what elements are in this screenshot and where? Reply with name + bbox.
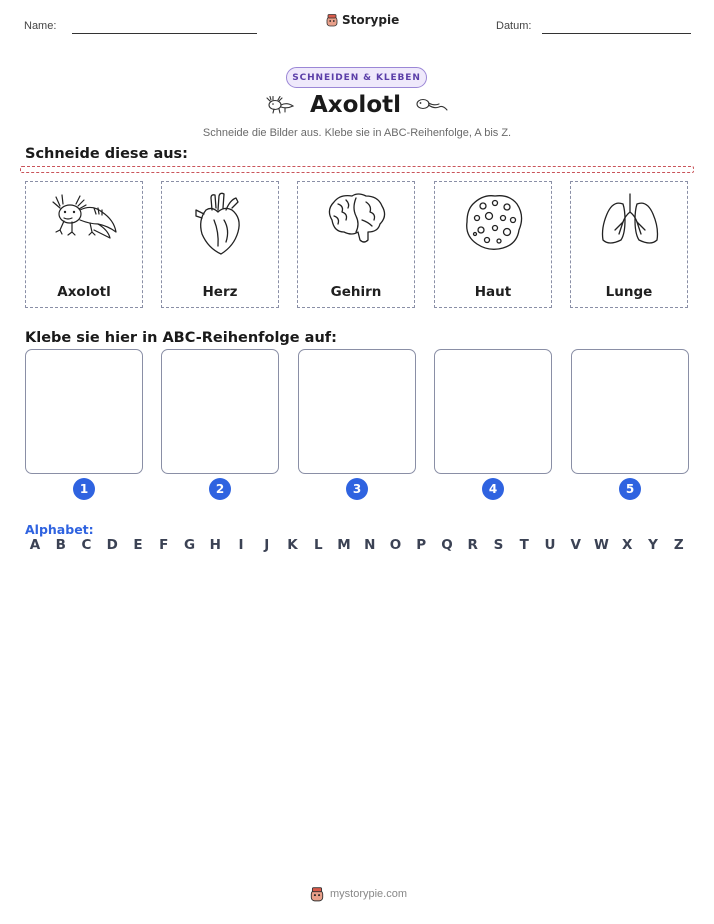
skin-icon bbox=[459, 190, 529, 255]
axolotl-icon bbox=[50, 190, 120, 250]
alphabet-letter: Y bbox=[648, 537, 658, 553]
card-label: Gehirn bbox=[330, 284, 382, 300]
alphabet-letter: C bbox=[81, 537, 92, 553]
tadpole-icon bbox=[416, 96, 448, 116]
paste-box-3[interactable] bbox=[298, 349, 416, 474]
footer bbox=[309, 886, 407, 902]
page-title: Axolotl bbox=[310, 92, 402, 118]
number-badge-4: 4 bbox=[482, 478, 504, 500]
card-label: Haut bbox=[474, 284, 512, 300]
alphabet-letter: F bbox=[159, 537, 169, 553]
date-line[interactable] bbox=[542, 33, 691, 34]
alphabet-letter: J bbox=[264, 537, 270, 553]
storypie-mascot-icon bbox=[309, 886, 325, 902]
lungs-icon bbox=[595, 190, 665, 250]
paste-box-5[interactable] bbox=[571, 349, 689, 474]
alphabet-letter: O bbox=[389, 537, 402, 553]
alphabet-letter: T bbox=[519, 537, 529, 553]
cut-card-herz[interactable] bbox=[161, 181, 279, 308]
instructions-text: Schneide die Bilder aus. Klebe sie in ABC-Reihenfolge, A bis Z. bbox=[202, 127, 512, 139]
alphabet-letter: I bbox=[238, 537, 244, 553]
number-badge-5: 5 bbox=[619, 478, 641, 500]
alphabet-letter: S bbox=[493, 537, 504, 553]
alphabet-letter: W bbox=[594, 537, 609, 553]
cut-card-axolotl[interactable] bbox=[25, 181, 143, 308]
paste-box-2[interactable] bbox=[161, 349, 279, 474]
footer-url: mystorypie.com bbox=[330, 888, 408, 900]
number-badge-1: 1 bbox=[73, 478, 95, 500]
alphabet-letter: Z bbox=[673, 537, 684, 553]
card-label: Lunge bbox=[605, 284, 653, 300]
card-label: Axolotl bbox=[57, 284, 111, 300]
card-label: Herz bbox=[202, 284, 238, 300]
alphabet-letter: V bbox=[570, 537, 581, 553]
number-badge-2: 2 bbox=[209, 478, 231, 500]
date-label: Datum: bbox=[496, 20, 532, 32]
alphabet-letter: D bbox=[106, 537, 118, 553]
cut-section-heading: Schneide diese aus: bbox=[25, 146, 188, 162]
brand-logo bbox=[325, 13, 399, 27]
alphabet-letter: R bbox=[467, 537, 478, 553]
brain-icon bbox=[322, 190, 392, 250]
brand-name: Storypie bbox=[342, 13, 400, 27]
paste-section-heading: Klebe sie hier in ABC-Reihenfolge auf: bbox=[25, 330, 337, 346]
alphabet-letter: N bbox=[364, 537, 376, 553]
cut-card-haut[interactable] bbox=[434, 181, 552, 308]
storypie-mascot-icon bbox=[325, 13, 339, 27]
alphabet-row bbox=[25, 537, 689, 553]
alphabet-letter: E bbox=[133, 537, 143, 553]
cut-card-gehirn[interactable] bbox=[297, 181, 415, 308]
alphabet-letter: B bbox=[55, 537, 66, 553]
alphabet-letter: K bbox=[287, 537, 298, 553]
alphabet-letter: P bbox=[416, 537, 427, 553]
alphabet-heading: Alphabet: bbox=[25, 522, 94, 537]
paste-box-1[interactable] bbox=[25, 349, 143, 474]
name-label: Name: bbox=[24, 20, 57, 32]
name-line[interactable] bbox=[72, 33, 257, 34]
cut-card-lunge[interactable] bbox=[570, 181, 688, 308]
alphabet-letter: G bbox=[183, 537, 196, 553]
alphabet-letter: M bbox=[337, 537, 351, 553]
number-badge-3: 3 bbox=[346, 478, 368, 500]
axolotl-small-icon bbox=[266, 96, 296, 116]
alphabet-letter: L bbox=[313, 537, 323, 553]
activity-badge: SCHNEIDEN & KLEBEN bbox=[286, 67, 427, 88]
heart-icon bbox=[186, 190, 256, 260]
alphabet-letter: A bbox=[29, 537, 41, 553]
cut-line bbox=[20, 166, 694, 173]
paste-box-4[interactable] bbox=[434, 349, 552, 474]
alphabet-letter: Q bbox=[441, 537, 453, 553]
alphabet-letter: H bbox=[209, 537, 221, 553]
alphabet-letter: X bbox=[622, 537, 633, 553]
alphabet-letter: U bbox=[544, 537, 556, 553]
